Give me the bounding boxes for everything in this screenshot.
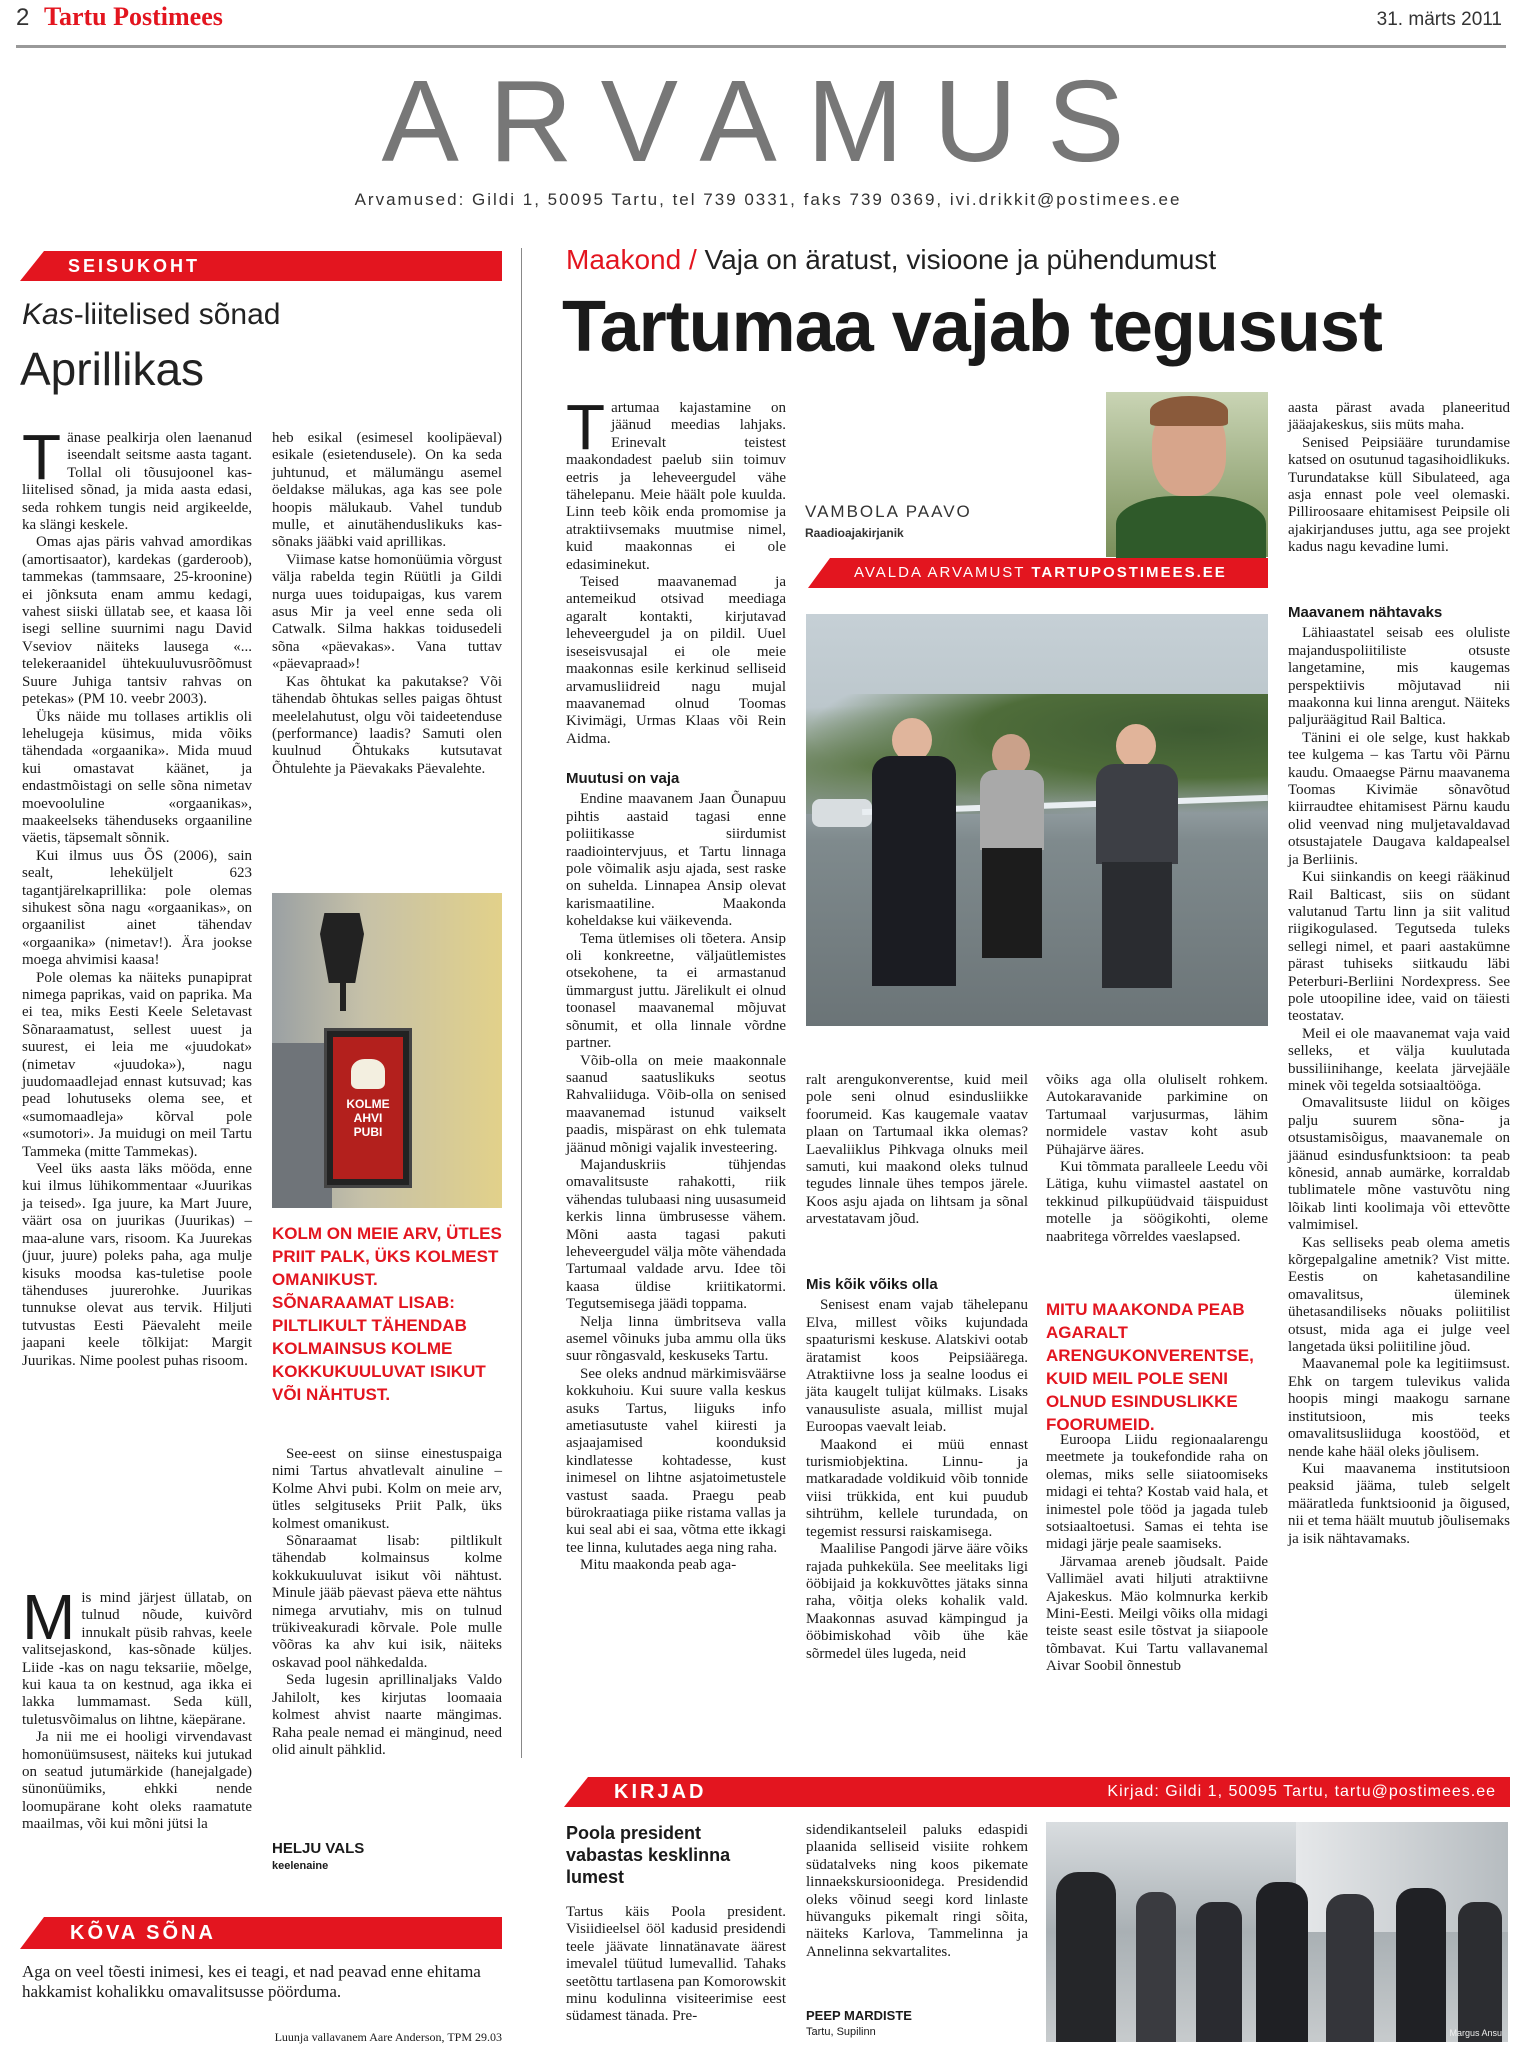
paragraph: Ja nii me ei hooligi virvendavast homonüümsusest, näiteks kui jutukad on seatud jutumärkide (hanejalgade) sünonüümiks, ehkki nende loomupärane koht oleks raamatute maailmas, või kui mõni jütsi la: [22, 1729, 252, 1833]
monkey-faces-icon: [351, 1059, 385, 1089]
author-portrait: [1106, 392, 1268, 557]
paragraph: Seda lugesin aprillinaljaks Valdo Jahilolt, kes kirjutas loomaaia kolmest ahvist naarte mängimas. Raha peale nemad ei mänginud, need olid ainult pähklid.: [272, 1672, 502, 1758]
person-suit: [872, 756, 956, 986]
section-contact: Arvamused: Gildi 1, 50095 Tartu, tel 739 0331, faks 739 0369, ivi.drikkit@postimees.ee: [354, 190, 1182, 209]
paragraph: Tänini ei ole selge, kust hakkab tee kulgema – kas Tartu või Pärnu kaudu. Omaaegse Pärnu maavanema Toomas Kivimäe sõnavõtud kiirraudtee ehitamisest Pärnu kaudu olid veenvad ning muljetavaldavad otsustajatele Daugava kaldapealsel ja Berliinis.: [1288, 729, 1510, 868]
paragraph: Maavanemal pole ka legitiimsust. Ehk on targem tulevikus valida hoopis mingi maakogu sarnane institutsioon, mis teeks omavalitsusliiduga koostööd, et nende kahe hääl oleks jõulisem.: [1288, 1356, 1510, 1460]
paragraph: võiks aga olla oluliselt rohkem. Autokaravanide parkimine on Tartumaal varjusurmas, lähim normidele vastav koht asub Pühajärve ääres.: [1046, 1072, 1268, 1158]
paragraph: Maakond ei müü ennast turismiobjektina. Linnu- ja matkaradade voldikuid võib tonnide viisi trükkida, ent kui puudub sihtrühm, kellele turundada, on tegemist ressursi raiskamisega.: [806, 1436, 1028, 1540]
person-trousers: [1102, 862, 1172, 988]
seisukoht-body-col1b: [22, 1581, 252, 1880]
seisukoht-author-role: keelenaine: [272, 1860, 329, 1872]
article-author-role: Raadioajakirjanik: [805, 526, 904, 540]
article-body-col4: [1288, 400, 1510, 600]
paragraph: is mind järjest üllatab, on tulnud nõude, kuivõrd innukalt püsib rahvas, keele valitsejaskond, kas-sõnade küljes. Liide -kas on nagu teksariie, mõelge, kui kaua ta on kestnud, aga ikka ei lakka lummamast. Seda küll, tuletusvõimalus on lihtne, käepärane.: [22, 1590, 252, 1728]
dropcap: M: [22, 1581, 76, 1653]
paragraph: Sõnaraamat lisab: piltlikult tähendab kolmainsus kolme kokkukuuluvat isikut või nähtust. Minule jääb päevast päeva ette nähtus nimega arvutiahv, mis on tulnud trükivеakuradi kõrvale. Pole mulle võõras ka ahv kui isik, näiteks oskavad pool nähkedalda.: [272, 1533, 502, 1671]
person-head: [1116, 724, 1156, 768]
section-title: ARVAMUS: [381, 56, 1155, 186]
paragraph: Võib-olla on meie maakonnale saanud saatuslikuks seotus Rahvaliiduga. Võib-olla on senised maavanemad istunud vaikselt paadis, mispärast on ehk tulemata jäänud mõnigi vajalik investeering.: [566, 1052, 786, 1156]
paragraph: Kui ilmus uus ÕS (2006), sain sealt, leheküljelt 623 tagantjärelкаprillika: pole olemas sihukest sõna nagu «orgaanikas», on orgaanilist ainet tähendav «orgaanika» (nimetav!). Ära jookse moega ahvimisi kaasa!: [22, 847, 252, 969]
article-pull-quote: MITU MAAKONDA PEAB AGARALT ARENGUKONVERENTSE, KUID MEIL POLE SENI OLNUD ESINDUSLIKKE FOORUMEID.: [1046, 1300, 1254, 1434]
paragraph: Kas õhtukat ka pakutakse? Või tähendab õhtukas selles paigas õhtust meelelahutust, olgu või taideetenduse (performance) laadis? Samuti olen kuulnud Õhtukaks kutsutavat Õhtulehte ja Päevakaks Päevalehte.: [272, 673, 502, 777]
letter-body-col2: [806, 1822, 1028, 1988]
subheading: Mis kõik võiks olla: [806, 1276, 938, 1293]
person-skirt: [982, 848, 1042, 958]
subheading: Muutusi on vaja: [566, 770, 680, 787]
building-facade: [272, 1043, 332, 1208]
pub-sign: [324, 1028, 412, 1188]
seisukoht-pull-quote: KOLM ON MEIE ARV, ÜTLES PRIIT PALK, ÜKS KOLMEST OMANIKUST. SÕNARAAMAT LISAB: PILTLIKULT TÄHENDAB KOLMAINSUS KOLME KOKKUKUULUVAT ISIKUT VÕI NÄHTUST.: [272, 1224, 502, 1404]
paragraph: See-eest on siinse einestuspaiga nimi Tartus ahvatlevalt ainuline – Kolme Ahvi pubi. Kolm on meie arv, ütles selgituseks Priit Palk, üks kolmest omanikust.: [272, 1446, 502, 1532]
photo-credit: Margus Ansu: [1449, 2028, 1502, 2038]
paragraph: Viimase katse homonüümia võrgust välja rabelda tegin Rüütli ja Gildi nurga uues toidupaigas, kus varem asus Mir ja veel enne seda oli Catwalk. Silma hakkas toidusedeli sõna «päevakas». Vana tuttav «päevapraad»!: [272, 551, 502, 673]
pub-sign-text: KOLME AHVI PUBI: [346, 1097, 390, 1139]
person-coat: [1396, 1888, 1446, 2042]
paragraph: Kui tõmmata paralleele Leedu või Lätiga, kuhu viimastel aastatel on tekkinud pilkupüüdvaid täispuidust motelle ja söögikohti, oleme naabritega võrreldes vaeslapsed.: [1046, 1159, 1268, 1245]
paragraph: Meil ei ole maavanemat vaja vaid selleks, et välja kuulutada bussiliinihange, keelata järvejääle minek või tegelda sotsiaaltööga.: [1288, 1025, 1510, 1094]
seisukoht-body-col1: [22, 421, 252, 1570]
seisukoht-headline: Aprillikas: [20, 343, 205, 395]
issue-date: 31. märts 2011: [1376, 9, 1502, 30]
paragraph: Üks näide mu tollases artiklis oli lehelugeja küsimus, mida võiks tähendada «orgaanika». Mida muud kui omastavat käänet, ja endastmõistagi on selle sõna nimetav moevooluline «orgaanikas», maakeelseks tähenduseks orgaaniline väetis, täpsemalt sõnnik.: [22, 708, 252, 847]
paragraph: heb esikal (esimesel koolipäeval) esikale (esietendusele). On ka seda juhtunud, et mälumängu asemel öeldakse mälukas, aga kas see pole hoopis mälukaub. Vahel tundub mulle, et ainutähenduslikuks kas-sõnaks jääbki vaid aprillikas.: [272, 430, 502, 551]
paragraph: Tartus käis Poola president. Visiidieelsel ööl kadusid presidendi teele jäävate linnatänavate äärest imevalel tüütud lumevallid. Tahaks seetõttu tartlasena pan Komorowskit minu kodulinna visiteerimise eest südamest tänada. Pre-: [566, 1904, 786, 2025]
paragraph: Omas ajas päris vahvad amordikas (amortisaator), kardekas (garderoob), tammekas (tammsaare, 25-kroonine) ei jõnksuta enam ammu kedagi, vahest siiski üllatab see, et kaasa lõi isegi selline suurnimi nagu David Vseviov näiteks lausega «... telekeraanidel ühtekuuluvusrõõmust Suure Juhiga tantsiv rahvas on petekas» (PM 10. veebr 2003).: [22, 534, 252, 708]
paragraph: Lähiaastatel seisab ees oluliste majanduspoliitiliste otsuste langetamine, mis kaugemas perspektiivis mõjutavad nii maakonna kui linna arengut. Näiteks paljuräägitud Rail Baltica.: [1288, 625, 1510, 729]
seisukoht-body-col2: [272, 430, 502, 876]
article-body-col2b: [806, 1276, 1028, 1662]
portrait-hair: [1150, 396, 1228, 426]
paragraph: Euroopa Liidu regionaalarengu meetmete ja toukefondide raha on olemas, miks selle siiatoomiseks midagi ei tehta? Kostab vaid hala, et inimestel pole tööd ja jagada tulеb sotsiaaltoetusi. Samas ei tehta ise midagi järje peale saamiseks.: [1046, 1432, 1268, 1553]
paragraph: artumaa kajastamine on jäänud meedias lahjaks. Erinevalt teistest maakondadest paelub siin toimuv eetris ja leheveergudel vähe tähelepanu. Meie häält pole kuulda. Linn teeb kõik enda promomise ja atraktiivsemaks muutmise nimel, kuid maakonnas ei ole edasiminekut.: [566, 400, 786, 573]
person-jacket: [1096, 764, 1178, 864]
kirjad-contact: Kirjad: Gildi 1, 50095 Tartu, tartu@postimees.ee: [1107, 1783, 1496, 1800]
paragraph: sidendikantseleil paluks edaspidi plaanida selliseid visiite rohkem südatalveks ning koos pikemate linnaekskursioonidega. Presidendid oleks võinud seegi kord linlaste hüvanguks pikemalt ringi sõita, näiteks Karlova, Tammelinna ja Annelinna sekvartalites.: [806, 1822, 1028, 1960]
person-coat: [1326, 1894, 1374, 2042]
subheading: Maavanem nähtavaks: [1288, 604, 1443, 621]
president-visit-photo: [1046, 1822, 1508, 2042]
person-coat: [1196, 1902, 1242, 2042]
paragraph: Nelja linna ümbritseva valla asemel võinuks juba ammu olla üks suur rõngasvald, keskuseks Tartu.: [566, 1313, 786, 1365]
header-rule: [16, 45, 1506, 48]
paragraph: Kui siinkandis on keegi rääkinud Rail Balticast, siis on südant valutanud Tartu linn ja siit valitud riigikogulased. Tegutseda tuleks sellegi nimel, et paari aastakümne pärast tuhiseks siitkaudu läbi Peterburi-Berliini Nordexpress. See pole utoopiline idee, vaid on täiesti teostatav.: [1288, 869, 1510, 1025]
pub-sign-photo: [272, 893, 502, 1208]
paragraph: Tema ütlemises oli tõetera. Ansip oli konkreetne, väljaütlemistes otsekohene, ta ei armastanud ümmargust juttu. Järelikult ei olnud toonasel maavanemal mõjuvat sõnumit, et olla linnale võrdne partner.: [566, 930, 786, 1052]
dropcap: T: [22, 421, 62, 493]
article-author-name: VAMBOLA PAAVO: [805, 502, 972, 521]
article-body-col3: [1046, 1072, 1268, 1290]
paragraph: Maalilise Pangodi järve ääre võiks rajada puhkeküla. See meelitaks ligi ööbijaid ja kokkuvõttes jätaks sinna raha, võitja oleks kohalik vald. Maakonnas asuvad kämpingud ja ööbimiskohad võib ühe käe sõrmedel üles lugeda, neid: [806, 1541, 1028, 1662]
paragraph: änase pealkirja olen laenanud iseendalt seitsme aasta tagant. Tollal oli tõusujoonel kas-liitelised sõnad, ja mida aasta edasi, seda rohkem tungis neid argikeelde, ka slängi keskele.: [22, 430, 252, 534]
paragraph: See oleks andnud märkimisväärse kokkuhoiu. Kui suure valla keskus asuks Tartus, liiguks info ametiasutuste vahel kiiresti ja asjaajamised koonduksid kindlatesse kohtadesse, kust inimesel on lihtne asjatoimetustele vastust saada. Praegu peab bürokraatiaga piike ristama vallas ja kui seal abi ei saa, võtma ette ikkagi tee linna, kulutades aega ning raha.: [566, 1365, 786, 1556]
letter-author: PEEP MARDISTE: [806, 2008, 912, 2023]
article-body-col3b: [1046, 1432, 1268, 1675]
kova-sona-quote: Aga on veel tõesti inimesi, kes ei teagi, et nad peavad enne ehitama hakkamist kohalikku omavalitsusse pöörduma.: [22, 1962, 481, 2001]
paragraph: Kui maavanema institutsioon peaksid jääma, tuleb selgelt määratleda funktsioonid ja õigused, nii et tema häält muutub jõulisemaks ja isik nähtavamaks.: [1288, 1460, 1510, 1547]
article-body-col1: [566, 391, 786, 760]
letter-author-place: Tartu, Supilinn: [806, 2026, 876, 2038]
paragraph: ralt arengukonverentse, kuid meil pole seni olnud esindusliikke foorumeid. Kas kaugemale vaatav plaan on Tartumaal ikka olemas? Laevaliiklus Pihkvaga olnuks meil samuti, kui maakond oleks tulnud tegudes linnale ühes tempos järele. Koos asju ajada on lihtsam ja sõnal arvestatavam jõud.: [806, 1072, 1028, 1228]
article-headline: Tartumaa vajab tegusust: [562, 287, 1382, 367]
seisukoht-author: HELJU VALS: [272, 1840, 365, 1857]
paragraph: aasta pärast avada planeeritud jääajakeskus, siis müts maha.: [1288, 400, 1510, 434]
paragraph: Mitu maakonda peab aga-: [580, 1557, 737, 1574]
person-coat: [1458, 1902, 1502, 2042]
article-body-col1b: [566, 770, 786, 1620]
person-jacket: [980, 770, 1044, 850]
seisukoht-body-col2b: [272, 1446, 502, 1832]
paragraph: Järvamaa areneb jõudsalt. Paide Vallimäel avati hiljuti atraktiivne Ajakeskus. Mäo kolmnurka kerkib Mini-Eesti. Meilgi võiks olla midagi teiste seast esile tõstvat ja siiapoole tõmbavat. Kui Tartu vallavanemal Aivar Soobil õnnestub: [1046, 1553, 1268, 1675]
paragraph: Veel üks aasta läks mööda, enne kui ilmus lühikommentaar «Juurikas ja teised». Iga juure, ka Mart Juure, väärt osa on juurikas (Juurikas) – maa-alune vars, risoom. Ka Juurekas (juur, juure) poleks paha, aga mulje kisuks moodsa kas-tuletise poole tähenduses juurerohke. Juurikas tunnukse olevat aus tervik. Hiljuti tutvustas Eesti Päevaleht meile jaapani keele tõlkijat: Margit Juurikas. Nime poolest puhas risoom.: [22, 1161, 252, 1369]
avalda-arvamust-banner[interactable]: AVALDA ARVAMUST TARTUPOSTIMEES.EE: [808, 558, 1268, 588]
person-coat: [1056, 1872, 1116, 2042]
paragraph: Teised maavanemad ja antemeikud otsivad meediaga agaralt kontakti, kirjutavad leheveergudel ja on pildil. Uuel iseseisvusajal ei ole meie maakonnas esile kerkinud selliseid arvamusliidreid nagu mujal maavanemad olnud Toomas Kivimägi, Urmas Klaas või Rein Aidma.: [566, 574, 786, 747]
paragraph: Majanduskriis tühjendas omavalitsuste rahakotti, riik vähendas tulubaasi ning uusasumeid kerkis linna ümbrusesse vähem. Mõni aasta tagasi pakuti leheveergudel välja mõte vähendada Tartumaal valdade arvu. Idee tõi kaasa üldise kriitikatormi. Tegutsemisega jäädi toppama.: [566, 1156, 786, 1313]
lamp-arm: [340, 981, 346, 1011]
article-body-col2: [806, 1072, 1028, 1272]
kova-sona-label: KÕVA SÕNA: [20, 1917, 502, 1949]
column-divider: [521, 248, 522, 1758]
letter-body-col1: [566, 1904, 786, 2044]
portrait-shirt: [1116, 496, 1266, 566]
newspaper-logo: Tartu Postimees: [44, 2, 223, 31]
kirjad-label: KIRJAD Kirjad: Gildi 1, 50095 Tartu, tartu@postimees.ee: [564, 1777, 1510, 1807]
seisukoht-kicker: Kas-liitelised sõnad: [22, 298, 281, 331]
letter-headline: Poola president vabastas kesklinna lumest: [566, 1823, 731, 1887]
paragraph: Omavalitsuste liidul on kõiges palju suurem sõna- ja otsustamisõigus, maavanemale on jäänud esindusfunktsioon: ta peab kõnesid, annab aumärke, korraldab tublimatele mõne vastuvõtu ning lõikab linti koolimaja või ettevõtte valmimisel.: [1288, 1095, 1510, 1234]
paragraph: Kas selliseks peab olema ametis kõrgepalgaline ametnik? Vist mitte. Eestis on kahetasandiline omavalitsus, üleminek ühetasandiliseks nõuaks poliitilist otsust, mida aga ei julge veel langetada üksi poliitiline jõud.: [1288, 1234, 1510, 1356]
article-body-col4b: [1288, 604, 1510, 1628]
seisukoht-label: SEISUKOHT: [20, 251, 502, 281]
dropcap: T: [566, 391, 606, 463]
article-kicker: Maakond / Vaja on äratust, visioone ja pühendumust: [566, 244, 1217, 275]
paragraph: Endine maavanem Jaan Õunapuu pihtis aastaid tagasi enne poliitikasse siirdumist raadiointervjuus, et Tartu linnaga pole võimalik asju ajada, sest raske on suhelda. Linnapea Ansip olevat karismaatiline. Maakonda koheldakse kui väikevenda.: [566, 791, 786, 930]
person-coat: [1256, 1882, 1308, 2042]
ribbon-cutting-photo: [806, 614, 1268, 1026]
page-number: 2: [16, 4, 30, 31]
person-coat: [1136, 1892, 1176, 2042]
kova-sona-source: Luunja vallavanem Aare Anderson, TPM 29.03: [274, 2030, 502, 2044]
paragraph: Pole olemas ka näiteks punapiprat nimega paprikas, vaid on paprika. Ma ei tea, miks Eesti Keele Seletavast Sõnaraamatust, sellest uuest ja suurest, ei leia me «juudokat» (nimetav «juudoka»), nagu juudomaadlejad ennast kutsuvad; kas pead lohutuseks olema see, et «sumomaadleja» kõrval pole «sumotori». Ja muidugi on meil Tartu Tammeka (mitte Tammekas).: [22, 969, 252, 1160]
paragraph: Senisest enam vajab tähelepanu Elva, millest võiks kujundada spaaturismi keskuse. Alatskivi ootab äratamist koos Peipsiäärega. Atraktiivne loss ja sealne loodus ei jäta kaugelt tulijat külmaks. Lisaks vanausuliste asuala, millist mujal Euroopas vaevalt leiab.: [806, 1297, 1028, 1436]
paragraph: Senised Peipsiääre turundamise katsed on osutunud tagasihoidlikuks. Turundatakse küll Sibulateed, aga asja ennast pole veel olemaski. Pilliroosaare ehitamisest Peipsile oli ajakirjanduses juttu, aga see projekt kadus nagu kevadine lumi.: [1288, 434, 1510, 556]
